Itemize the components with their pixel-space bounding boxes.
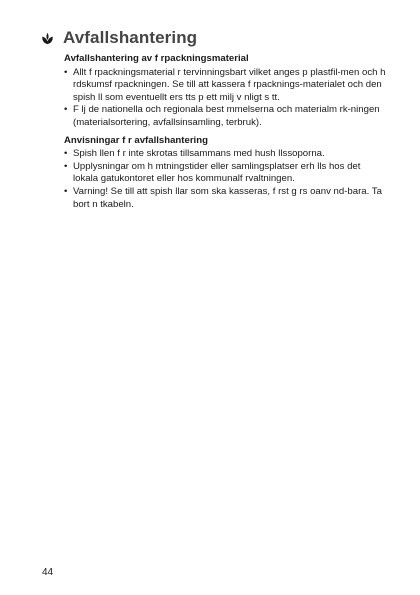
page-title: Avfallshantering xyxy=(63,28,198,47)
document-body xyxy=(64,53,386,216)
page-header xyxy=(40,28,197,48)
list-item: • Allt f rpackningsmaterial r tervinningsbart vilket anges p plastfil-men och h rdskumsf rpackningen. Se till att kassera f rpacknings-materialet och den spish ll som eventuellt ers tts p ett milj v nligt s tt. xyxy=(64,67,386,105)
section-heading: Anvisningar f r avfallshantering xyxy=(64,134,208,146)
section-disposal-instructions xyxy=(64,135,386,212)
list-item: • F lj de nationella och regionala best mmelserna och materialm rk-ningen (materialsortering, avfallsinsamling, terbruk). xyxy=(64,104,386,129)
page-number: 44 xyxy=(42,567,54,578)
bullet-list xyxy=(64,148,386,211)
recycling-leaf-icon xyxy=(40,31,55,46)
section-packaging-disposal xyxy=(64,53,386,130)
bullet-list xyxy=(64,67,386,130)
list-item: • Varning! Se till att spish llar som ska kasseras, f rst g rs oanv nd-bara. Ta bort n tkabeln. xyxy=(64,186,386,211)
list-item: • Spish llen f r inte skrotas tillsammans med hush llssoporna. xyxy=(64,148,386,161)
section-heading: Avfallshantering av f rpackningsmaterial xyxy=(64,53,249,64)
list-item: • Upplysningar om h mtningstider eller samlingsplatser erh lls hos det lokala gatukontoret eller hos kommunalf rvaltningen. xyxy=(64,161,386,186)
